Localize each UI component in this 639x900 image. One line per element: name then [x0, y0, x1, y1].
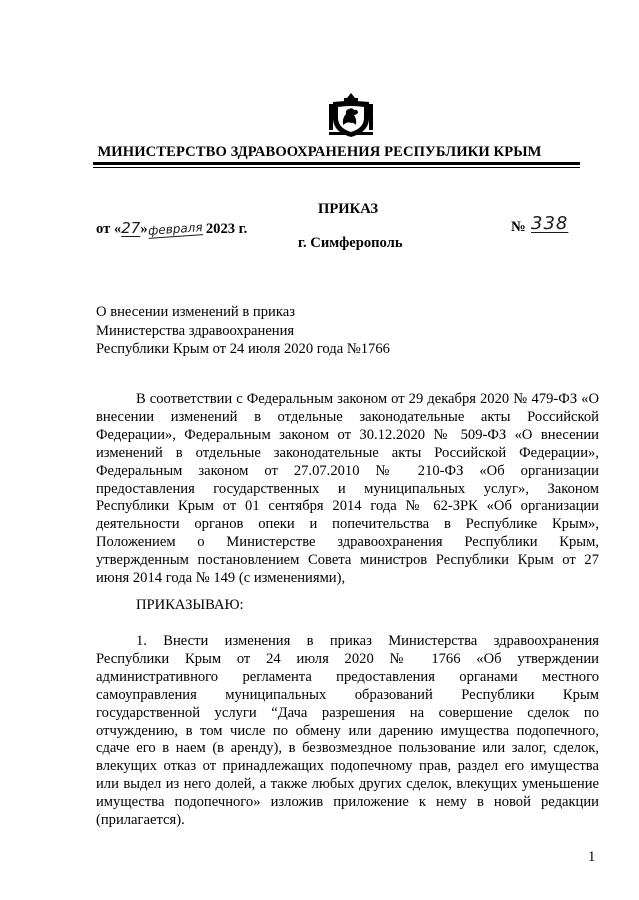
coat-of-arms-emblem — [329, 92, 373, 138]
ministry-name: МИНИСТЕРСТВО ЗДРАВООХРАНЕНИЯ РЕСПУБЛИКИ КРЫМ — [97, 144, 542, 160]
handwritten-month: февраля — [147, 220, 203, 238]
header-rule-thick — [93, 162, 580, 165]
date-suffix: 2023 г. — [205, 221, 248, 237]
handwritten-day: 27 — [121, 219, 141, 237]
order-date — [96, 219, 247, 238]
subject-line: Министерства здравоохранения — [96, 322, 295, 339]
subject-line: О внесении изменений в приказ — [96, 304, 295, 320]
date-prefix: от « — [96, 221, 122, 237]
order-subject — [96, 303, 390, 359]
order-city: г. Симферополь — [298, 235, 403, 251]
order-number-label: № — [511, 219, 526, 235]
item-1-paragraph: 1. Внести изменения в приказ Министерства здравоохранения Республики Крым от 24 июля 2020 № 1766 «Об утверждении административного регламента предоставления органами местного самоуправления муниципальных образований Республики Крым государственной услуги “Дача разрешения на совершение сделок по отчуждению, в том числе по обмену или дарению имущества подопечного, сдаче его в наем (в аренду), в безвозмездное пользование или залог, сделок, влекущих отказ от принадлежащих подопечному прав, раздел его имущества или выдел из него долей, а также любых других сделок, влекущих уменьшение имущества подопечного» изложив приложение к нему в новой редакции (прилагается). — [96, 633, 599, 829]
order-directive-word: ПРИКАЗЫВАЮ: — [136, 597, 244, 613]
page-number: 1 — [588, 849, 596, 865]
preamble-paragraph: В соответствии с Федеральным законом от 29 декабря 2020 № 479-ФЗ «О внесении изменений в отдельные законодательные акты Российской Федерации», Федеральным законом от 30.12.2020 № 509-ФЗ «О внесении изменений в отдельные законодательные акты Российской Федерации», Федеральным законом от 27.07.2010 № 210-ФЗ «Об организации предоставления государственных и муниципальных услуг», Законом Республики Крым от 01 сентября 2014 года № 62-ЗРК «Об организации деятельности органов опеки и попечительства в Республике Крым», Положением о Министерстве здравоохранения Республики Крым, утвержденным постановлением Совета министров Республики Крым от 27 июня 2014 года № 149 (с изменениями), — [96, 391, 599, 587]
header-rule-thin — [93, 167, 580, 168]
order-title: ПРИКАЗ — [318, 201, 379, 217]
handwritten-order-number: 338 — [531, 213, 569, 234]
date-quote-close: » — [140, 221, 148, 237]
subject-line: Республики Крым от 24 июля 2020 года №1766 — [96, 341, 390, 357]
